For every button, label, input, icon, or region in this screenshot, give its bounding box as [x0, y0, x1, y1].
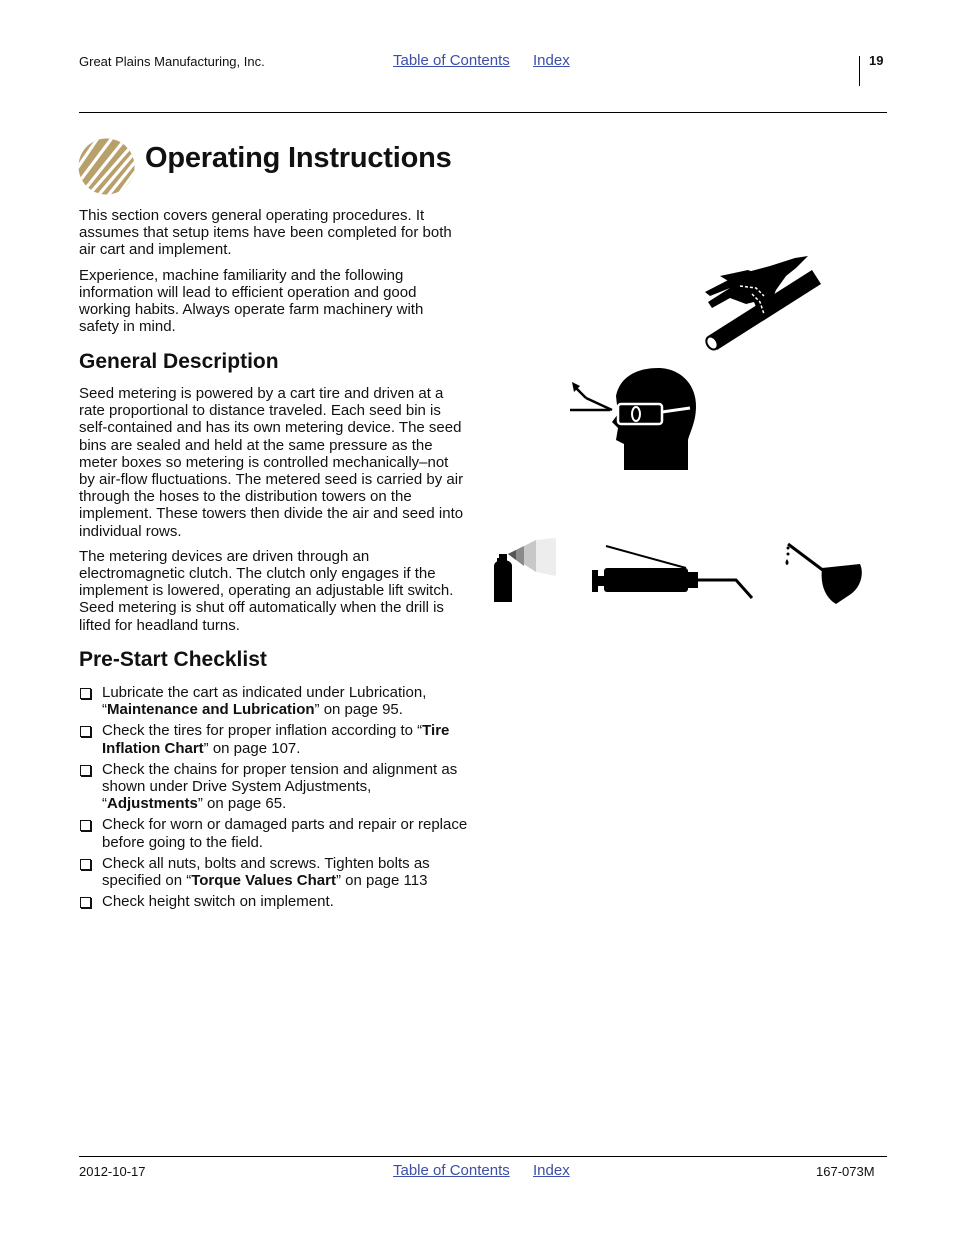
oil-can-icon — [782, 538, 864, 606]
checklist — [79, 684, 471, 910]
checkbox-icon — [80, 688, 91, 699]
checkbox-icon — [80, 726, 91, 737]
section-logo-icon — [78, 138, 135, 195]
safety-glasses-icon — [566, 366, 698, 472]
page-title: Operating Instructions — [145, 142, 452, 174]
checklist-item: Lubricate the cart as indicated under Lubrication, “Maintenance and Lubrication” on page 95. — [79, 684, 471, 718]
general-paragraph: Seed metering is powered by a cart tire and driven at a rate proportional to distance traveled. Each seed bin is self-contained and has its own metering device. The seed bins are sealed and held at the same pressure as the meter boxes so metering is controlled mechanically–not by air-flow fluctuations. The metered seed is carried by air through the hoses to the distribution towers on the implement. These towers then divide the air and seed into individual rows. — [79, 385, 464, 540]
company-name: Great Plains Manufacturing, Inc. — [79, 54, 265, 69]
index-link-header[interactable]: Index — [533, 52, 570, 69]
intro-paragraph: This section covers general operating procedures. It assumes that setup items have been completed for both air cart and implement. — [79, 207, 452, 259]
checkbox-icon — [80, 820, 91, 831]
checklist-item: Check height switch on implement. — [79, 893, 471, 910]
general-description-heading: General Description — [79, 350, 279, 373]
header-divider — [859, 56, 860, 86]
checklist-item: Check the tires for proper inflation according to “Tire Inflation Chart” on page 107. — [79, 722, 471, 756]
checklist-section — [79, 684, 471, 914]
checklist-item: Check all nuts, bolts and screws. Tighten bolts as specified on “Torque Values Chart” on page 113 — [79, 855, 471, 889]
header-rule — [79, 112, 887, 113]
checklist-item: Check the chains for proper tension and alignment as shown under Drive System Adjustments, “Adjustments” on page 65. — [79, 761, 471, 813]
footer-date: 2012-10-17 — [79, 1164, 146, 1179]
doc-number: 167-073M — [816, 1164, 875, 1179]
intro-section — [79, 207, 467, 343]
grease-gun-icon — [588, 540, 756, 602]
index-link-footer[interactable]: Index — [533, 1162, 570, 1179]
general-description-section — [79, 385, 467, 642]
checklist-item: Check for worn or damaged parts and repair or replace before going to the field. — [79, 816, 471, 850]
general-paragraph: The metering devices are driven through an electromagnetic clutch. The clutch only engages if the implement is lowered, operating an adjustable lift switch. Seed metering is shut off automatically when the drill is lifted for headland turns. — [79, 547, 454, 634]
checkbox-icon — [80, 897, 91, 908]
glove-hand-icon — [700, 252, 825, 354]
checkbox-icon — [80, 859, 91, 870]
toc-link-header[interactable]: Table of Contents — [393, 52, 510, 69]
checklist-heading: Pre-Start Checklist — [79, 648, 267, 671]
page-number: 19 — [869, 53, 884, 68]
toc-link-footer[interactable]: Table of Contents — [393, 1162, 510, 1179]
spray-can-icon — [490, 538, 560, 604]
footer-rule — [79, 1156, 887, 1157]
intro-paragraph: Experience, machine familiarity and the following information will lead to efficient operation and good working habits. Always operate farm machinery with safety in mind. — [79, 266, 424, 336]
checkbox-icon — [80, 765, 91, 776]
